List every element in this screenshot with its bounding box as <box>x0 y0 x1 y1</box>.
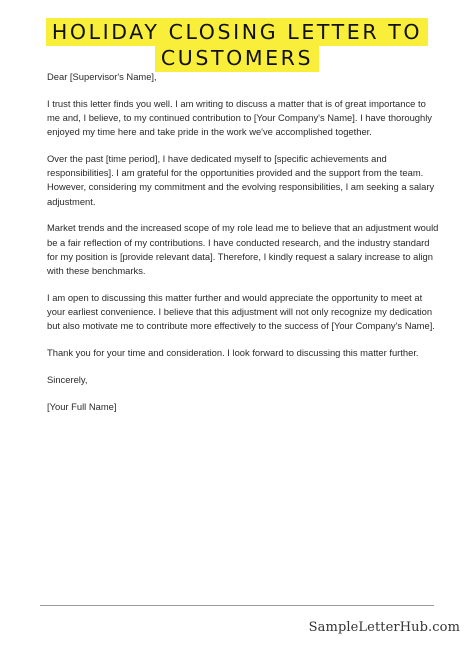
paragraph-2: Over the past [time period], I have dedicated myself to [specific achievements and responsibilities]. I am grateful for the opportunities provided and the support from the team. However, considering my commitment and the evolving responsibilities, I am seeking a salary adjustment. <box>47 153 435 207</box>
footer-divider <box>40 605 434 606</box>
letter-body <box>47 70 439 426</box>
paragraph-1: I trust this letter finds you well. I am writing to discuss a matter that is of great importance to me and, I believe, to my continued contribution to [Your Company's Name]. I have thoroughly enjoyed my time here and take pride in the work we've accomplished together. <box>47 97 432 138</box>
paragraph-5: Thank you for your time and consideration. I look forward to discussing this matter further. <box>47 347 419 359</box>
document-title <box>0 18 474 72</box>
title-line-1: HOLIDAY CLOSING LETTER TO <box>46 18 428 46</box>
footer-brand: SampleLetterHub.com <box>308 620 460 635</box>
paragraph-4: I am open to discussing this matter further and would appreciate the opportunity to meet at your earliest convenience. I believe that this adjustment will not only recognize my dedication but also motivate me to contribute more effectively to the success of [Your Company's Name]. <box>47 291 435 332</box>
paragraph-3: Market trends and the increased scope of my role lead me to believe that an adjustment would be a fair reflection of my contributions. I have conducted research, and the industry standard for my position is [provide relevant data]. Therefore, I kindly request a salary increase to align with these benchmarks. <box>47 222 439 277</box>
closing: Sincerely, <box>47 373 88 385</box>
signature-placeholder: [Your Full Name] <box>47 400 117 412</box>
salutation: Dear [Supervisor's Name], <box>47 71 157 82</box>
title-line-2: CUSTOMERS <box>155 44 319 72</box>
